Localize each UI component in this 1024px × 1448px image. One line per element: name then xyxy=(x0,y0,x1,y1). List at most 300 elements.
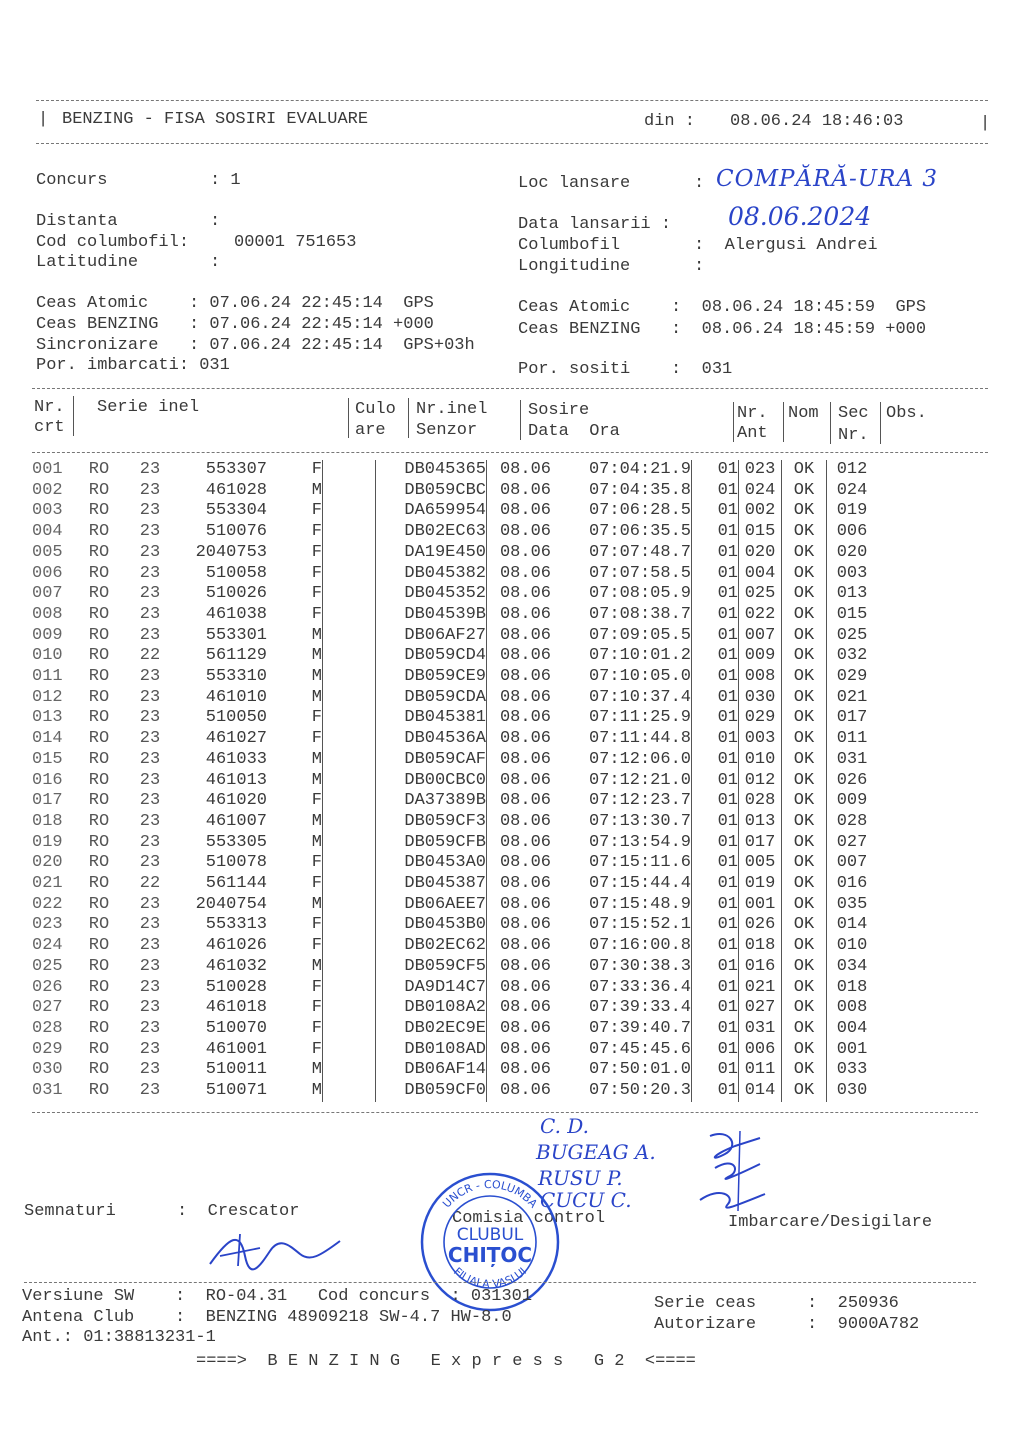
cell-inel: 510070 xyxy=(205,1018,267,1038)
cell-culoare xyxy=(323,626,376,647)
handwritten-name-1: BUGEAG A. xyxy=(536,1140,656,1164)
cell-obs: 003 xyxy=(827,564,878,585)
cell-inel: 461038 xyxy=(205,604,267,624)
table-row xyxy=(32,543,877,564)
cell-senzor: DB02EC62 xyxy=(376,936,487,957)
cell-inel: 553305 xyxy=(205,832,267,852)
cell-culoare xyxy=(323,584,376,605)
cell-inel: 510071 xyxy=(205,1081,267,1101)
cell-nr: 009 xyxy=(32,625,63,645)
col-crt-header: crt xyxy=(34,418,65,437)
cell-nr: 022 xyxy=(32,894,63,914)
cell-culoare xyxy=(323,708,376,729)
cell-ant: 01 xyxy=(692,1019,739,1040)
cell-sec: OK xyxy=(782,791,827,812)
porumbei-imbarcati: Por. imbarcati: 031 xyxy=(36,356,230,375)
cell-data: 08.06 xyxy=(487,708,552,729)
cell-data: 08.06 xyxy=(487,812,552,833)
benzing-express-brand: ====> B E N Z I N G E x p r e s s G 2 <==== xyxy=(196,1352,696,1371)
cell-an: 23 xyxy=(139,749,161,769)
cell-inel: 561144 xyxy=(205,874,267,894)
cell-culoare xyxy=(323,833,376,854)
cell-an: 23 xyxy=(139,501,161,521)
columbofil-label: Columbofil xyxy=(518,236,621,255)
cell-sex: F xyxy=(311,501,322,521)
distanta-value: : xyxy=(210,212,221,231)
cell-inel: 553304 xyxy=(205,501,267,521)
cell-ant: 01 xyxy=(692,667,739,688)
cell-culoare xyxy=(323,481,376,502)
table-row xyxy=(32,667,877,688)
cell-nr: 002 xyxy=(32,480,63,500)
cell-data: 08.06 xyxy=(487,667,552,688)
cell-nr: 031 xyxy=(32,1081,63,1101)
cell-obs: 010 xyxy=(827,936,878,957)
cell-data: 08.06 xyxy=(487,460,552,481)
cell-sec: OK xyxy=(782,998,827,1019)
col-data-ora-header: Data Ora xyxy=(528,422,620,441)
stamp-ring-top: UNCR - COLUMBA xyxy=(440,1177,540,1211)
cell-obs: 017 xyxy=(827,708,878,729)
cell-tara: RO xyxy=(88,811,110,831)
cell-nom: 002 xyxy=(739,501,782,522)
table-row xyxy=(32,791,877,812)
cell-tara: RO xyxy=(88,625,110,645)
cell-ant: 01 xyxy=(692,460,739,481)
cell-nom: 018 xyxy=(739,936,782,957)
table-row xyxy=(32,688,877,709)
table-row xyxy=(32,626,877,647)
cell-ant: 01 xyxy=(692,729,739,750)
cell-nom: 001 xyxy=(739,895,782,916)
ceas-atomic-start: Ceas Atomic : 07.06.24 22:45:14 GPS xyxy=(36,294,434,313)
cell-ora: 07:08:05.9 xyxy=(588,584,691,604)
cell-tara: RO xyxy=(88,998,110,1018)
cell-nom: 027 xyxy=(739,998,782,1019)
cell-culoare xyxy=(323,1081,376,1102)
cell-ora: 07:04:35.8 xyxy=(588,480,691,500)
cell-culoare xyxy=(323,605,376,626)
cell-senzor: DB059CF0 xyxy=(376,1081,487,1102)
antena-id: Ant.: 01:38813231-1 xyxy=(22,1328,216,1347)
cell-data: 08.06 xyxy=(487,998,552,1019)
cell-senzor: DB02EC63 xyxy=(376,522,487,543)
cell-nom: 015 xyxy=(739,522,782,543)
ceas-benzing-start: Ceas BENZING : 07.06.24 22:45:14 +000 xyxy=(36,315,434,334)
cell-obs: 001 xyxy=(827,1040,878,1061)
cell-nr: 013 xyxy=(32,708,63,728)
cell-ora: 07:10:01.2 xyxy=(588,646,691,666)
cell-senzor: DB059CD4 xyxy=(376,646,487,667)
cell-obs: 014 xyxy=(827,915,878,936)
col-nr-header: Nr. xyxy=(34,398,65,417)
cell-obs: 027 xyxy=(827,833,878,854)
cell-nom: 022 xyxy=(739,605,782,626)
loc-lansare-colon: : xyxy=(694,174,705,193)
cell-inel: 510076 xyxy=(205,522,267,542)
cell-data: 08.06 xyxy=(487,1019,552,1040)
cell-ora: 07:12:21.0 xyxy=(588,770,691,790)
cell-ora: 07:06:35.5 xyxy=(588,522,691,542)
din-label: din : xyxy=(644,112,696,131)
cell-obs: 025 xyxy=(827,626,878,647)
cell-tara: RO xyxy=(88,542,110,562)
cell-ant: 01 xyxy=(692,501,739,522)
cell-sex: F xyxy=(311,1039,322,1059)
cell-sex: M xyxy=(311,832,322,852)
cell-data: 08.06 xyxy=(487,1060,552,1081)
table-row xyxy=(32,1019,877,1040)
col-obs-header: Obs. xyxy=(886,404,927,423)
cell-nom: 028 xyxy=(739,791,782,812)
col-culo-header: Culo xyxy=(355,400,396,419)
cell-nom: 008 xyxy=(739,667,782,688)
cell-tara: RO xyxy=(88,708,110,728)
table-row xyxy=(32,998,877,1019)
cell-sec: OK xyxy=(782,626,827,647)
cell-sec: OK xyxy=(782,750,827,771)
cell-tara: RO xyxy=(88,604,110,624)
cell-nr: 019 xyxy=(32,832,63,852)
cell-senzor: DB059CF3 xyxy=(376,812,487,833)
cell-tara: RO xyxy=(88,584,110,604)
cell-sec: OK xyxy=(782,688,827,709)
col-ant-header: Ant xyxy=(737,424,768,443)
cell-an: 23 xyxy=(139,604,161,624)
cell-ora: 07:10:37.4 xyxy=(588,687,691,707)
cell-ant: 01 xyxy=(692,853,739,874)
cell-ant: 01 xyxy=(692,771,739,792)
cell-culoare xyxy=(323,460,376,481)
cell-obs: 020 xyxy=(827,543,878,564)
concurs-label: Concurs xyxy=(36,171,108,190)
cell-obs: 004 xyxy=(827,1019,878,1040)
loc-lansare-label: Loc lansare xyxy=(518,174,631,193)
cell-nr: 025 xyxy=(32,956,63,976)
cell-nr: 011 xyxy=(32,667,63,687)
table-row xyxy=(32,812,877,833)
cell-an: 23 xyxy=(139,460,161,479)
cell-nr: 008 xyxy=(32,604,63,624)
cell-sec: OK xyxy=(782,522,827,543)
cell-sec: OK xyxy=(782,460,827,481)
latitudine-value: : xyxy=(210,253,221,272)
hdr-sep-6 xyxy=(783,402,784,442)
cell-obs: 019 xyxy=(827,501,878,522)
cell-nr: 023 xyxy=(32,915,63,935)
table-row xyxy=(32,605,877,626)
cell-an: 23 xyxy=(139,811,161,831)
cell-senzor: DB02EC9E xyxy=(376,1019,487,1040)
cell-ora: 07:50:01.0 xyxy=(588,1060,691,1080)
cell-an: 23 xyxy=(139,936,161,956)
table-bottom-rule xyxy=(32,1112,978,1113)
cell-an: 23 xyxy=(139,1081,161,1101)
hdr-sep-4 xyxy=(520,400,521,440)
cell-inel: 2040753 xyxy=(195,542,267,562)
col-nrinel-header: Nr.inel xyxy=(416,400,488,419)
cell-obs: 034 xyxy=(827,957,878,978)
cell-sec: OK xyxy=(782,584,827,605)
cell-inel: 510026 xyxy=(205,584,267,604)
cell-ant: 01 xyxy=(692,626,739,647)
cell-tara: RO xyxy=(88,956,110,976)
cell-sec: OK xyxy=(782,481,827,502)
col-sec-nr-header: Nr. xyxy=(838,426,869,445)
cell-senzor: DB045365 xyxy=(376,460,487,481)
cell-sec: OK xyxy=(782,708,827,729)
cell-sex: F xyxy=(311,853,322,873)
cell-ant: 01 xyxy=(692,895,739,916)
stamp-ring-bottom: FILIALA VASLUI xyxy=(450,1264,530,1291)
cell-senzor: DB059CAF xyxy=(376,750,487,771)
cell-sec: OK xyxy=(782,667,827,688)
cell-senzor: DA37389B xyxy=(376,791,487,812)
cell-ora: 07:07:58.5 xyxy=(588,563,691,583)
cell-an: 23 xyxy=(139,998,161,1018)
cell-obs: 028 xyxy=(827,812,878,833)
cell-culoare xyxy=(323,853,376,874)
cell-culoare xyxy=(323,771,376,792)
cell-ora: 07:15:44.4 xyxy=(588,874,691,894)
cell-sex: F xyxy=(311,915,322,935)
stamp-line-2: CHIȚOC xyxy=(447,1243,533,1267)
cell-inel: 510028 xyxy=(205,977,267,997)
table-row xyxy=(32,1060,877,1081)
cell-sex: F xyxy=(311,998,322,1018)
cell-nom: 006 xyxy=(739,1040,782,1061)
cell-sec: OK xyxy=(782,957,827,978)
table-row xyxy=(32,1040,877,1061)
cell-an: 23 xyxy=(139,832,161,852)
cell-nom: 017 xyxy=(739,833,782,854)
cell-sec: OK xyxy=(782,771,827,792)
cell-culoare xyxy=(323,812,376,833)
cell-nr: 026 xyxy=(32,977,63,997)
cell-sex: F xyxy=(311,977,322,997)
cell-nr: 030 xyxy=(32,1060,63,1080)
cell-sec: OK xyxy=(782,1040,827,1061)
cell-sec: OK xyxy=(782,812,827,833)
cell-culoare xyxy=(323,998,376,1019)
table-header-rule xyxy=(32,452,988,453)
report-datetime: 08.06.24 18:46:03 xyxy=(730,112,904,131)
table-row xyxy=(32,1081,877,1102)
cell-data: 08.06 xyxy=(487,584,552,605)
cell-inel: 461033 xyxy=(205,749,267,769)
table-row xyxy=(32,501,877,522)
cell-an: 23 xyxy=(139,480,161,500)
cell-sex: M xyxy=(311,667,322,687)
cell-culoare xyxy=(323,957,376,978)
cell-nr: 014 xyxy=(32,729,63,749)
cell-ant: 01 xyxy=(692,1040,739,1061)
cell-sec: OK xyxy=(782,501,827,522)
col-nr-ant-header: Nr. xyxy=(737,404,768,423)
cell-inel: 510058 xyxy=(205,563,267,583)
cell-inel: 461013 xyxy=(205,770,267,790)
cell-ant: 01 xyxy=(692,646,739,667)
cell-ora: 07:10:05.0 xyxy=(588,667,691,687)
cell-data: 08.06 xyxy=(487,874,552,895)
cell-nom: 014 xyxy=(739,1081,782,1102)
cell-inel: 461027 xyxy=(205,729,267,749)
hdr-sep-5 xyxy=(733,402,734,442)
cell-inel: 461007 xyxy=(205,811,267,831)
cell-sex: M xyxy=(311,646,322,666)
cell-sex: F xyxy=(311,460,322,479)
cell-inel: 553310 xyxy=(205,667,267,687)
cell-sex: M xyxy=(311,770,322,790)
cell-ora: 07:45:45.6 xyxy=(588,1039,691,1059)
concurs-value: : 1 xyxy=(210,171,241,190)
cell-obs: 015 xyxy=(827,605,878,626)
ceas-atomic-end: Ceas Atomic : 08.06.24 18:45:59 GPS xyxy=(518,298,927,317)
cell-tara: RO xyxy=(88,894,110,914)
cell-nom: 010 xyxy=(739,750,782,771)
cell-culoare xyxy=(323,874,376,895)
cell-sex: M xyxy=(311,956,322,976)
handwritten-name-2: RUSU P. xyxy=(538,1166,623,1190)
handwritten-name-3: CUCU C. xyxy=(540,1188,632,1212)
semnaturi-label: Semnaturi : Crescator xyxy=(24,1202,300,1221)
cell-ant: 01 xyxy=(692,957,739,978)
cell-nom: 005 xyxy=(739,853,782,874)
cell-obs: 011 xyxy=(827,729,878,750)
cell-an: 23 xyxy=(139,687,161,707)
cell-data: 08.06 xyxy=(487,895,552,916)
cell-nr: 018 xyxy=(32,811,63,831)
cell-an: 23 xyxy=(139,791,161,811)
cell-senzor: DB059CF5 xyxy=(376,957,487,978)
cell-tara: RO xyxy=(88,977,110,997)
table-row xyxy=(32,584,877,605)
cell-tara: RO xyxy=(88,522,110,542)
hdr-sep-1 xyxy=(73,396,74,436)
latitudine-label: Latitudine xyxy=(36,253,139,272)
cell-sec: OK xyxy=(782,605,827,626)
cell-sec: OK xyxy=(782,833,827,854)
cell-obs: 026 xyxy=(827,771,878,792)
cell-nom: 026 xyxy=(739,915,782,936)
cell-sec: OK xyxy=(782,936,827,957)
handwritten-cd: C. D. xyxy=(540,1114,589,1138)
cell-sec: OK xyxy=(782,729,827,750)
table-row xyxy=(32,750,877,771)
cell-inel: 510050 xyxy=(205,708,267,728)
cell-sex: M xyxy=(311,625,322,645)
cell-nom: 023 xyxy=(739,460,782,481)
cod-columbofil-label: Cod columbofil: xyxy=(36,233,190,252)
cell-nom: 016 xyxy=(739,957,782,978)
versiune-sw: Versiune SW : RO-04.31 Cod concurs : 031301 xyxy=(22,1287,533,1306)
col-serie-header: Serie inel xyxy=(97,398,200,417)
cell-an: 23 xyxy=(139,729,161,749)
cell-ora: 07:09:05.5 xyxy=(588,625,691,645)
cell-inel: 510078 xyxy=(205,853,267,873)
cell-data: 08.06 xyxy=(487,605,552,626)
cell-an: 23 xyxy=(139,708,161,728)
cell-senzor: DB04536A xyxy=(376,729,487,750)
cell-ora: 07:50:20.3 xyxy=(588,1081,691,1101)
col-nom-header: Nom xyxy=(788,404,819,423)
cell-ora: 07:11:25.9 xyxy=(588,708,691,728)
table-row xyxy=(32,978,877,999)
cell-an: 23 xyxy=(139,977,161,997)
arrivals-table xyxy=(32,460,877,1102)
cell-sex: F xyxy=(311,1018,322,1038)
cell-obs: 032 xyxy=(827,646,878,667)
cell-ant: 01 xyxy=(692,750,739,771)
cell-obs: 031 xyxy=(827,750,878,771)
cell-an: 23 xyxy=(139,1039,161,1059)
cell-tara: RO xyxy=(88,1039,110,1059)
cell-ora: 07:15:52.1 xyxy=(588,915,691,935)
cell-inel: 561129 xyxy=(205,646,267,666)
cell-data: 08.06 xyxy=(487,729,552,750)
cell-culoare xyxy=(323,936,376,957)
stamp-line-1: CLUBUL xyxy=(456,1225,524,1245)
table-row xyxy=(32,708,877,729)
cell-sex: M xyxy=(311,894,322,914)
cell-tara: RO xyxy=(88,853,110,873)
cell-nr: 004 xyxy=(32,522,63,542)
cell-data: 08.06 xyxy=(487,936,552,957)
cell-tara: RO xyxy=(88,729,110,749)
cell-obs: 029 xyxy=(827,667,878,688)
cell-data: 08.06 xyxy=(487,522,552,543)
cell-an: 23 xyxy=(139,1060,161,1080)
cell-inel: 553313 xyxy=(205,915,267,935)
cell-an: 23 xyxy=(139,894,161,914)
cell-nr: 021 xyxy=(32,874,63,894)
cell-nr: 010 xyxy=(32,646,63,666)
col-sec-header: Sec xyxy=(838,404,869,423)
cell-ant: 01 xyxy=(692,936,739,957)
cell-inel: 461010 xyxy=(205,687,267,707)
cell-tara: RO xyxy=(88,460,110,479)
cell-sex: F xyxy=(311,936,322,956)
cell-culoare xyxy=(323,543,376,564)
cell-senzor: DB059CE9 xyxy=(376,667,487,688)
cell-culoare xyxy=(323,791,376,812)
cell-inel: 461032 xyxy=(205,956,267,976)
cell-sec: OK xyxy=(782,646,827,667)
cell-data: 08.06 xyxy=(487,853,552,874)
cell-senzor: DB06AF27 xyxy=(376,626,487,647)
signature-comisia-icon xyxy=(690,1126,780,1216)
cell-tara: RO xyxy=(88,646,110,666)
hdr-sep-3 xyxy=(408,398,409,438)
table-row xyxy=(32,895,877,916)
cell-culoare xyxy=(323,564,376,585)
cell-inel: 461026 xyxy=(205,936,267,956)
cell-data: 08.06 xyxy=(487,791,552,812)
cell-nr: 028 xyxy=(32,1018,63,1038)
report-title: BENZING - FISA SOSIRI EVALUARE xyxy=(62,110,369,129)
cell-ant: 01 xyxy=(692,522,739,543)
cell-obs: 016 xyxy=(827,874,878,895)
cell-ant: 01 xyxy=(692,978,739,999)
cell-senzor: DB0108A2 xyxy=(376,998,487,1019)
table-row xyxy=(32,460,877,481)
cell-ant: 01 xyxy=(692,688,739,709)
cell-ant: 01 xyxy=(692,874,739,895)
cell-nr: 003 xyxy=(32,501,63,521)
cell-nom: 013 xyxy=(739,812,782,833)
cell-inel: 2040754 xyxy=(195,894,267,914)
cell-senzor: DB045382 xyxy=(376,564,487,585)
